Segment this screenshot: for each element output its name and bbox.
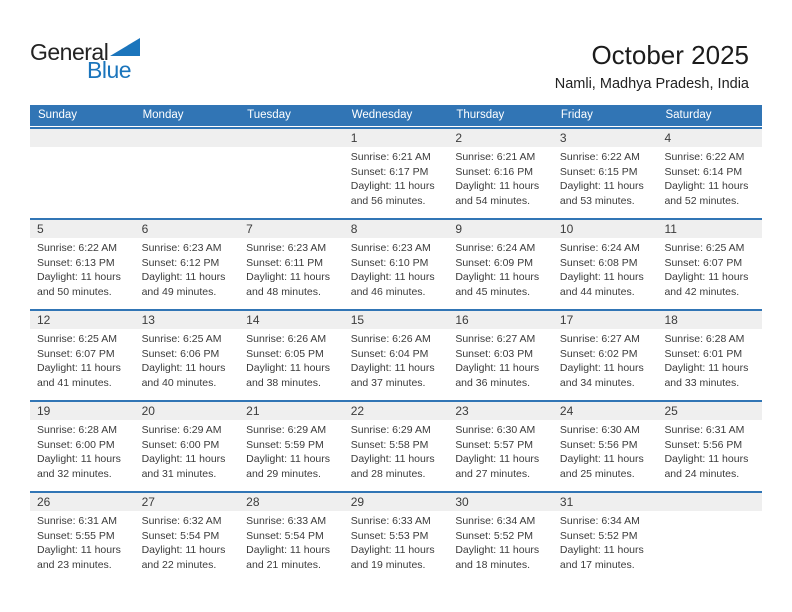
- sunset-text: Sunset: 6:11 PM: [246, 256, 324, 269]
- day-info: [344, 147, 449, 209]
- sunrise-text: Sunrise: 6:32 AM: [141, 515, 222, 527]
- calendar-day-cell: [344, 402, 449, 490]
- daylight-text-line2: and 37 minutes.: [350, 377, 426, 390]
- day-info: [30, 238, 135, 300]
- daylight-text-line2: and 17 minutes.: [559, 559, 635, 572]
- day-info: [239, 329, 344, 391]
- day-number: 25: [657, 402, 762, 420]
- calendar-empty-cell: [239, 129, 344, 217]
- calendar-empty-cell: [135, 129, 240, 217]
- sunset-text: Sunset: 6:05 PM: [246, 347, 324, 360]
- week-row: [30, 309, 762, 399]
- day-number: 22: [344, 402, 449, 420]
- sunrise-text: Sunrise: 6:23 AM: [246, 242, 327, 254]
- day-number: 21: [239, 402, 344, 420]
- sunset-text: Sunset: 6:12 PM: [141, 256, 220, 269]
- day-info: [344, 329, 449, 391]
- calendar-day-cell: [448, 311, 553, 399]
- day-info: [448, 147, 553, 209]
- calendar-day-cell: [553, 129, 658, 217]
- sunset-text: Sunset: 5:58 PM: [350, 438, 429, 451]
- sunset-text: Sunset: 6:16 PM: [455, 165, 533, 178]
- daylight-text-line1: Daylight: 11 hours: [246, 453, 331, 466]
- daylight-text-line2: and 31 minutes.: [141, 468, 217, 481]
- calendar-day-cell: [553, 311, 658, 399]
- calendar-empty-cell: [657, 493, 762, 581]
- day-number: 23: [448, 402, 553, 420]
- sunrise-text: Sunrise: 6:28 AM: [37, 424, 117, 436]
- sunset-text: Sunset: 6:15 PM: [559, 165, 638, 178]
- day-info: [344, 420, 449, 482]
- daylight-text-line1: Daylight: 11 hours: [455, 362, 540, 375]
- sunset-text: Sunset: 6:08 PM: [559, 256, 638, 269]
- day-number: 9: [448, 220, 553, 238]
- sunset-text: Sunset: 6:13 PM: [37, 256, 115, 269]
- weekday-wednesday: Wednesday: [351, 109, 413, 121]
- calendar-day-cell: [135, 220, 240, 308]
- daylight-text-line2: and 49 minutes.: [141, 286, 217, 299]
- calendar-day-cell: [448, 129, 553, 217]
- daylight-text-line2: and 46 minutes.: [350, 286, 426, 299]
- daylight-text-line2: and 56 minutes.: [350, 195, 426, 208]
- weekday-monday: Monday: [142, 109, 184, 121]
- sunrise-text: Sunrise: 6:30 AM: [559, 424, 640, 436]
- day-info: [448, 329, 553, 391]
- daylight-text-line2: and 38 minutes.: [246, 377, 321, 390]
- day-info: [135, 420, 240, 482]
- daylight-text-line2: and 18 minutes.: [455, 559, 531, 572]
- day-info: [553, 147, 658, 209]
- daylight-text-line2: and 32 minutes.: [37, 468, 112, 481]
- general-blue-logo: [30, 38, 170, 83]
- calendar-day-cell: [30, 493, 135, 581]
- sunset-text: Sunset: 5:53 PM: [350, 529, 429, 542]
- weekday-header-row: [30, 105, 762, 126]
- sunrise-text: Sunrise: 6:26 AM: [246, 333, 327, 345]
- sunset-text: Sunset: 6:14 PM: [664, 165, 743, 178]
- day-info: [30, 329, 135, 391]
- day-info: [30, 511, 135, 573]
- sunrise-text: Sunrise: 6:27 AM: [559, 333, 640, 345]
- calendar-day-cell: [30, 402, 135, 490]
- day-info: [239, 511, 344, 573]
- day-number: 14: [239, 311, 344, 329]
- sunrise-text: Sunrise: 6:29 AM: [350, 424, 431, 436]
- sunset-text: Sunset: 6:03 PM: [455, 347, 533, 360]
- logo-text-general: General: [30, 39, 109, 65]
- daylight-text-line2: and 27 minutes.: [455, 468, 531, 481]
- day-info: [657, 238, 762, 300]
- day-info: [135, 238, 240, 300]
- sunrise-text: Sunrise: 6:25 AM: [664, 242, 745, 254]
- calendar-day-cell: [657, 402, 762, 490]
- day-number: 6: [135, 220, 240, 238]
- sunset-text: Sunset: 6:07 PM: [37, 347, 115, 360]
- sunset-text: Sunset: 5:54 PM: [246, 529, 324, 542]
- daylight-text-line1: Daylight: 11 hours: [664, 271, 749, 284]
- daylight-text-line1: Daylight: 11 hours: [141, 362, 226, 375]
- sunset-text: Sunset: 6:10 PM: [350, 256, 429, 269]
- calendar-day-cell: [344, 311, 449, 399]
- day-number: 17: [553, 311, 658, 329]
- daylight-text-line1: Daylight: 11 hours: [37, 362, 121, 375]
- calendar-day-cell: [657, 129, 762, 217]
- calendar-empty-cell: [30, 129, 135, 217]
- calendar-day-cell: [135, 402, 240, 490]
- daylight-text-line1: Daylight: 11 hours: [455, 180, 540, 193]
- day-number: 10: [553, 220, 658, 238]
- daylight-text-line2: and 21 minutes.: [246, 559, 321, 572]
- daylight-text-line2: and 42 minutes.: [664, 286, 740, 299]
- daylight-text-line1: Daylight: 11 hours: [559, 544, 644, 557]
- daylight-text-line1: Daylight: 11 hours: [559, 362, 644, 375]
- sunset-text: Sunset: 6:06 PM: [141, 347, 220, 360]
- day-number: 1: [344, 129, 449, 147]
- sunrise-text: Sunrise: 6:21 AM: [350, 151, 431, 163]
- daylight-text-line1: Daylight: 11 hours: [559, 271, 644, 284]
- week-row: [30, 400, 762, 490]
- day-number: 4: [657, 129, 762, 147]
- calendar-day-cell: [657, 311, 762, 399]
- sunrise-text: Sunrise: 6:30 AM: [455, 424, 536, 436]
- day-info: [553, 420, 658, 482]
- calendar-day-cell: [135, 311, 240, 399]
- daylight-text-line2: and 23 minutes.: [37, 559, 112, 572]
- daylight-text-line1: Daylight: 11 hours: [455, 271, 540, 284]
- calendar-day-cell: [553, 220, 658, 308]
- sunset-text: Sunset: 6:00 PM: [37, 438, 115, 451]
- day-number: 18: [657, 311, 762, 329]
- daylight-text-line2: and 54 minutes.: [455, 195, 531, 208]
- sunrise-text: Sunrise: 6:21 AM: [455, 151, 536, 163]
- calendar-weeks: [30, 127, 762, 581]
- daylight-text-line1: Daylight: 11 hours: [559, 453, 644, 466]
- sunrise-text: Sunrise: 6:22 AM: [37, 242, 117, 254]
- sunrise-text: Sunrise: 6:23 AM: [350, 242, 431, 254]
- daylight-text-line1: Daylight: 11 hours: [664, 180, 749, 193]
- sunrise-text: Sunrise: 6:29 AM: [141, 424, 222, 436]
- sunset-text: Sunset: 5:52 PM: [455, 529, 533, 542]
- daylight-text-line2: and 24 minutes.: [664, 468, 740, 481]
- calendar-day-cell: [30, 220, 135, 308]
- day-number: 31: [553, 493, 658, 511]
- day-info: [239, 420, 344, 482]
- sunrise-text: Sunrise: 6:22 AM: [664, 151, 745, 163]
- calendar-day-cell: [657, 220, 762, 308]
- daylight-text-line1: Daylight: 11 hours: [664, 362, 749, 375]
- daylight-text-line2: and 22 minutes.: [141, 559, 217, 572]
- day-number: 28: [239, 493, 344, 511]
- day-number: 29: [344, 493, 449, 511]
- sunset-text: Sunset: 6:04 PM: [350, 347, 429, 360]
- day-number: 19: [30, 402, 135, 420]
- daylight-text-line1: Daylight: 11 hours: [37, 453, 121, 466]
- day-info: [657, 420, 762, 482]
- sunrise-text: Sunrise: 6:22 AM: [559, 151, 640, 163]
- daylight-text-line2: and 33 minutes.: [664, 377, 740, 390]
- sunset-text: Sunset: 5:56 PM: [559, 438, 638, 451]
- weekday-friday: Friday: [560, 109, 593, 121]
- daylight-text-line1: Daylight: 11 hours: [350, 453, 435, 466]
- day-number: 11: [657, 220, 762, 238]
- sunset-text: Sunset: 5:59 PM: [246, 438, 324, 451]
- day-number: 20: [135, 402, 240, 420]
- daylight-text-line1: Daylight: 11 hours: [246, 362, 331, 375]
- calendar-day-cell: [344, 220, 449, 308]
- sunset-text: Sunset: 5:55 PM: [37, 529, 115, 542]
- calendar-day-cell: [239, 311, 344, 399]
- weekday-tuesday: Tuesday: [247, 109, 291, 121]
- logo-text-blue: Blue: [87, 57, 132, 83]
- daylight-text-line2: and 40 minutes.: [141, 377, 217, 390]
- sunrise-text: Sunrise: 6:24 AM: [559, 242, 640, 254]
- day-info: [657, 147, 762, 209]
- location-subtitle: Namli, Madhya Pradesh, India: [554, 76, 749, 92]
- sunset-text: Sunset: 6:17 PM: [350, 165, 429, 178]
- day-number: 3: [553, 129, 658, 147]
- day-info: [448, 238, 553, 300]
- day-number: 2: [448, 129, 553, 147]
- day-number: 30: [448, 493, 553, 511]
- calendar-day-cell: [344, 493, 449, 581]
- day-info: [553, 511, 658, 573]
- day-info: [135, 511, 240, 573]
- calendar-day-cell: [553, 402, 658, 490]
- sunrise-text: Sunrise: 6:29 AM: [246, 424, 327, 436]
- day-info: [344, 511, 449, 573]
- daylight-text-line2: and 25 minutes.: [559, 468, 635, 481]
- day-number: 26: [30, 493, 135, 511]
- daylight-text-line1: Daylight: 11 hours: [350, 544, 435, 557]
- daylight-text-line2: and 52 minutes.: [664, 195, 740, 208]
- day-number: 13: [135, 311, 240, 329]
- sunrise-text: Sunrise: 6:34 AM: [455, 515, 536, 527]
- day-info: [448, 420, 553, 482]
- weekday-sunday: Sunday: [38, 109, 78, 121]
- daylight-text-line2: and 48 minutes.: [246, 286, 321, 299]
- calendar-day-cell: [448, 493, 553, 581]
- sunrise-text: Sunrise: 6:33 AM: [350, 515, 431, 527]
- day-number: [657, 493, 762, 511]
- calendar-day-cell: [448, 220, 553, 308]
- weekday-saturday: Saturday: [665, 109, 712, 121]
- daylight-text-line1: Daylight: 11 hours: [141, 544, 226, 557]
- daylight-text-line2: and 29 minutes.: [246, 468, 321, 481]
- week-row: [30, 218, 762, 308]
- sunrise-text: Sunrise: 6:25 AM: [141, 333, 222, 345]
- daylight-text-line1: Daylight: 11 hours: [350, 362, 435, 375]
- page-title: October 2025: [591, 40, 749, 70]
- week-row: [30, 127, 762, 217]
- sunrise-text: Sunrise: 6:33 AM: [246, 515, 327, 527]
- sunset-text: Sunset: 6:01 PM: [664, 347, 743, 360]
- sunset-text: Sunset: 5:52 PM: [559, 529, 638, 542]
- day-info: [657, 329, 762, 391]
- day-number: 16: [448, 311, 553, 329]
- sunrise-text: Sunrise: 6:28 AM: [664, 333, 745, 345]
- daylight-text-line1: Daylight: 11 hours: [141, 271, 226, 284]
- daylight-text-line1: Daylight: 11 hours: [455, 453, 540, 466]
- calendar-day-cell: [239, 220, 344, 308]
- daylight-text-line2: and 44 minutes.: [559, 286, 635, 299]
- daylight-text-line1: Daylight: 11 hours: [350, 180, 435, 193]
- weekday-thursday: Thursday: [456, 109, 505, 121]
- day-number: [135, 129, 240, 147]
- daylight-text-line1: Daylight: 11 hours: [350, 271, 435, 284]
- sunset-text: Sunset: 5:57 PM: [455, 438, 533, 451]
- daylight-text-line2: and 19 minutes.: [350, 559, 426, 572]
- sunset-text: Sunset: 6:02 PM: [559, 347, 638, 360]
- sunset-text: Sunset: 6:00 PM: [141, 438, 220, 451]
- week-row: [30, 491, 762, 581]
- day-number: 27: [135, 493, 240, 511]
- sunrise-text: Sunrise: 6:31 AM: [664, 424, 745, 436]
- daylight-text-line1: Daylight: 11 hours: [37, 271, 121, 284]
- daylight-text-line2: and 50 minutes.: [37, 286, 112, 299]
- daylight-text-line2: and 28 minutes.: [350, 468, 426, 481]
- sunrise-text: Sunrise: 6:27 AM: [455, 333, 536, 345]
- calendar-day-cell: [135, 493, 240, 581]
- day-info: [344, 238, 449, 300]
- daylight-text-line2: and 45 minutes.: [455, 286, 531, 299]
- day-number: 24: [553, 402, 658, 420]
- day-info: [448, 511, 553, 573]
- daylight-text-line1: Daylight: 11 hours: [246, 271, 331, 284]
- sunset-text: Sunset: 5:54 PM: [141, 529, 220, 542]
- sunrise-text: Sunrise: 6:24 AM: [455, 242, 536, 254]
- daylight-text-line1: Daylight: 11 hours: [559, 180, 644, 193]
- day-number: 12: [30, 311, 135, 329]
- sunset-text: Sunset: 6:07 PM: [664, 256, 743, 269]
- sunrise-text: Sunrise: 6:34 AM: [559, 515, 640, 527]
- sunset-text: Sunset: 6:09 PM: [455, 256, 533, 269]
- daylight-text-line2: and 41 minutes.: [37, 377, 112, 390]
- day-number: 15: [344, 311, 449, 329]
- calendar-day-cell: [344, 129, 449, 217]
- sunrise-text: Sunrise: 6:23 AM: [141, 242, 222, 254]
- daylight-text-line1: Daylight: 11 hours: [37, 544, 121, 557]
- day-info: [553, 238, 658, 300]
- day-number: 7: [239, 220, 344, 238]
- day-info: [135, 329, 240, 391]
- calendar-day-cell: [239, 402, 344, 490]
- day-number: [30, 129, 135, 147]
- day-info: [30, 420, 135, 482]
- daylight-text-line1: Daylight: 11 hours: [246, 544, 331, 557]
- daylight-text-line2: and 34 minutes.: [559, 377, 635, 390]
- day-number: 8: [344, 220, 449, 238]
- daylight-text-line1: Daylight: 11 hours: [455, 544, 540, 557]
- sunset-text: Sunset: 5:56 PM: [664, 438, 743, 451]
- day-number: 5: [30, 220, 135, 238]
- sunrise-text: Sunrise: 6:26 AM: [350, 333, 431, 345]
- daylight-text-line2: and 36 minutes.: [455, 377, 531, 390]
- day-info: [553, 329, 658, 391]
- sunrise-text: Sunrise: 6:25 AM: [37, 333, 117, 345]
- daylight-text-line1: Daylight: 11 hours: [141, 453, 226, 466]
- calendar-table: [30, 105, 762, 581]
- calendar-day-cell: [553, 493, 658, 581]
- sunrise-text: Sunrise: 6:31 AM: [37, 515, 117, 527]
- daylight-text-line2: and 53 minutes.: [559, 195, 635, 208]
- day-number: [239, 129, 344, 147]
- calendar-day-cell: [239, 493, 344, 581]
- calendar-day-cell: [448, 402, 553, 490]
- daylight-text-line1: Daylight: 11 hours: [664, 453, 749, 466]
- day-info: [239, 238, 344, 300]
- calendar-day-cell: [30, 311, 135, 399]
